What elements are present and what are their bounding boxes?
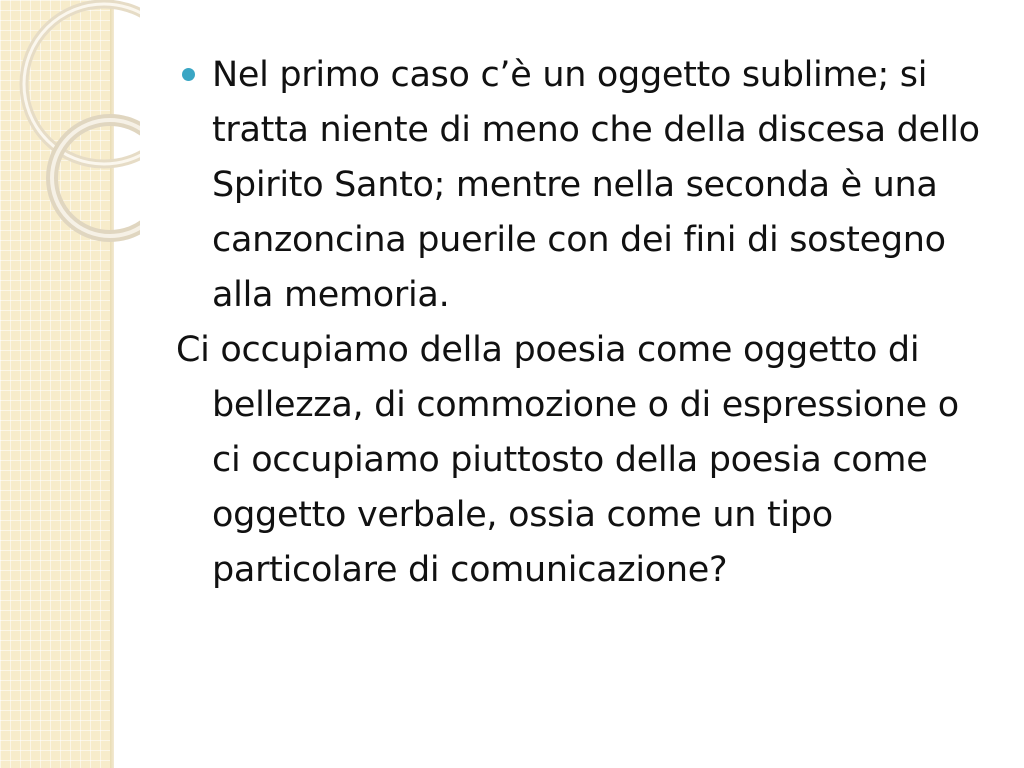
paragraph-text: Ci occupiamo della poesia come oggetto di bellezza, di commozione o di espressione o ci occupiamo piuttosto della poesia come oggetto verbale, ossia come un tipo particolare di comunicazione? [176,330,959,590]
decorative-rings-icon [0,0,140,260]
bullet-paragraph [176,48,996,323]
bullet-dot-icon [182,68,195,81]
plain-paragraph [176,323,996,598]
slide-body [176,48,996,598]
paragraph-text: Nel primo caso c’è un oggetto sublime; si tratta niente di meno che della discesa dello Spirito Santo; mentre nella seconda è una canzoncina puerile con dei fini di sostegno alla memoria. [212,55,980,315]
